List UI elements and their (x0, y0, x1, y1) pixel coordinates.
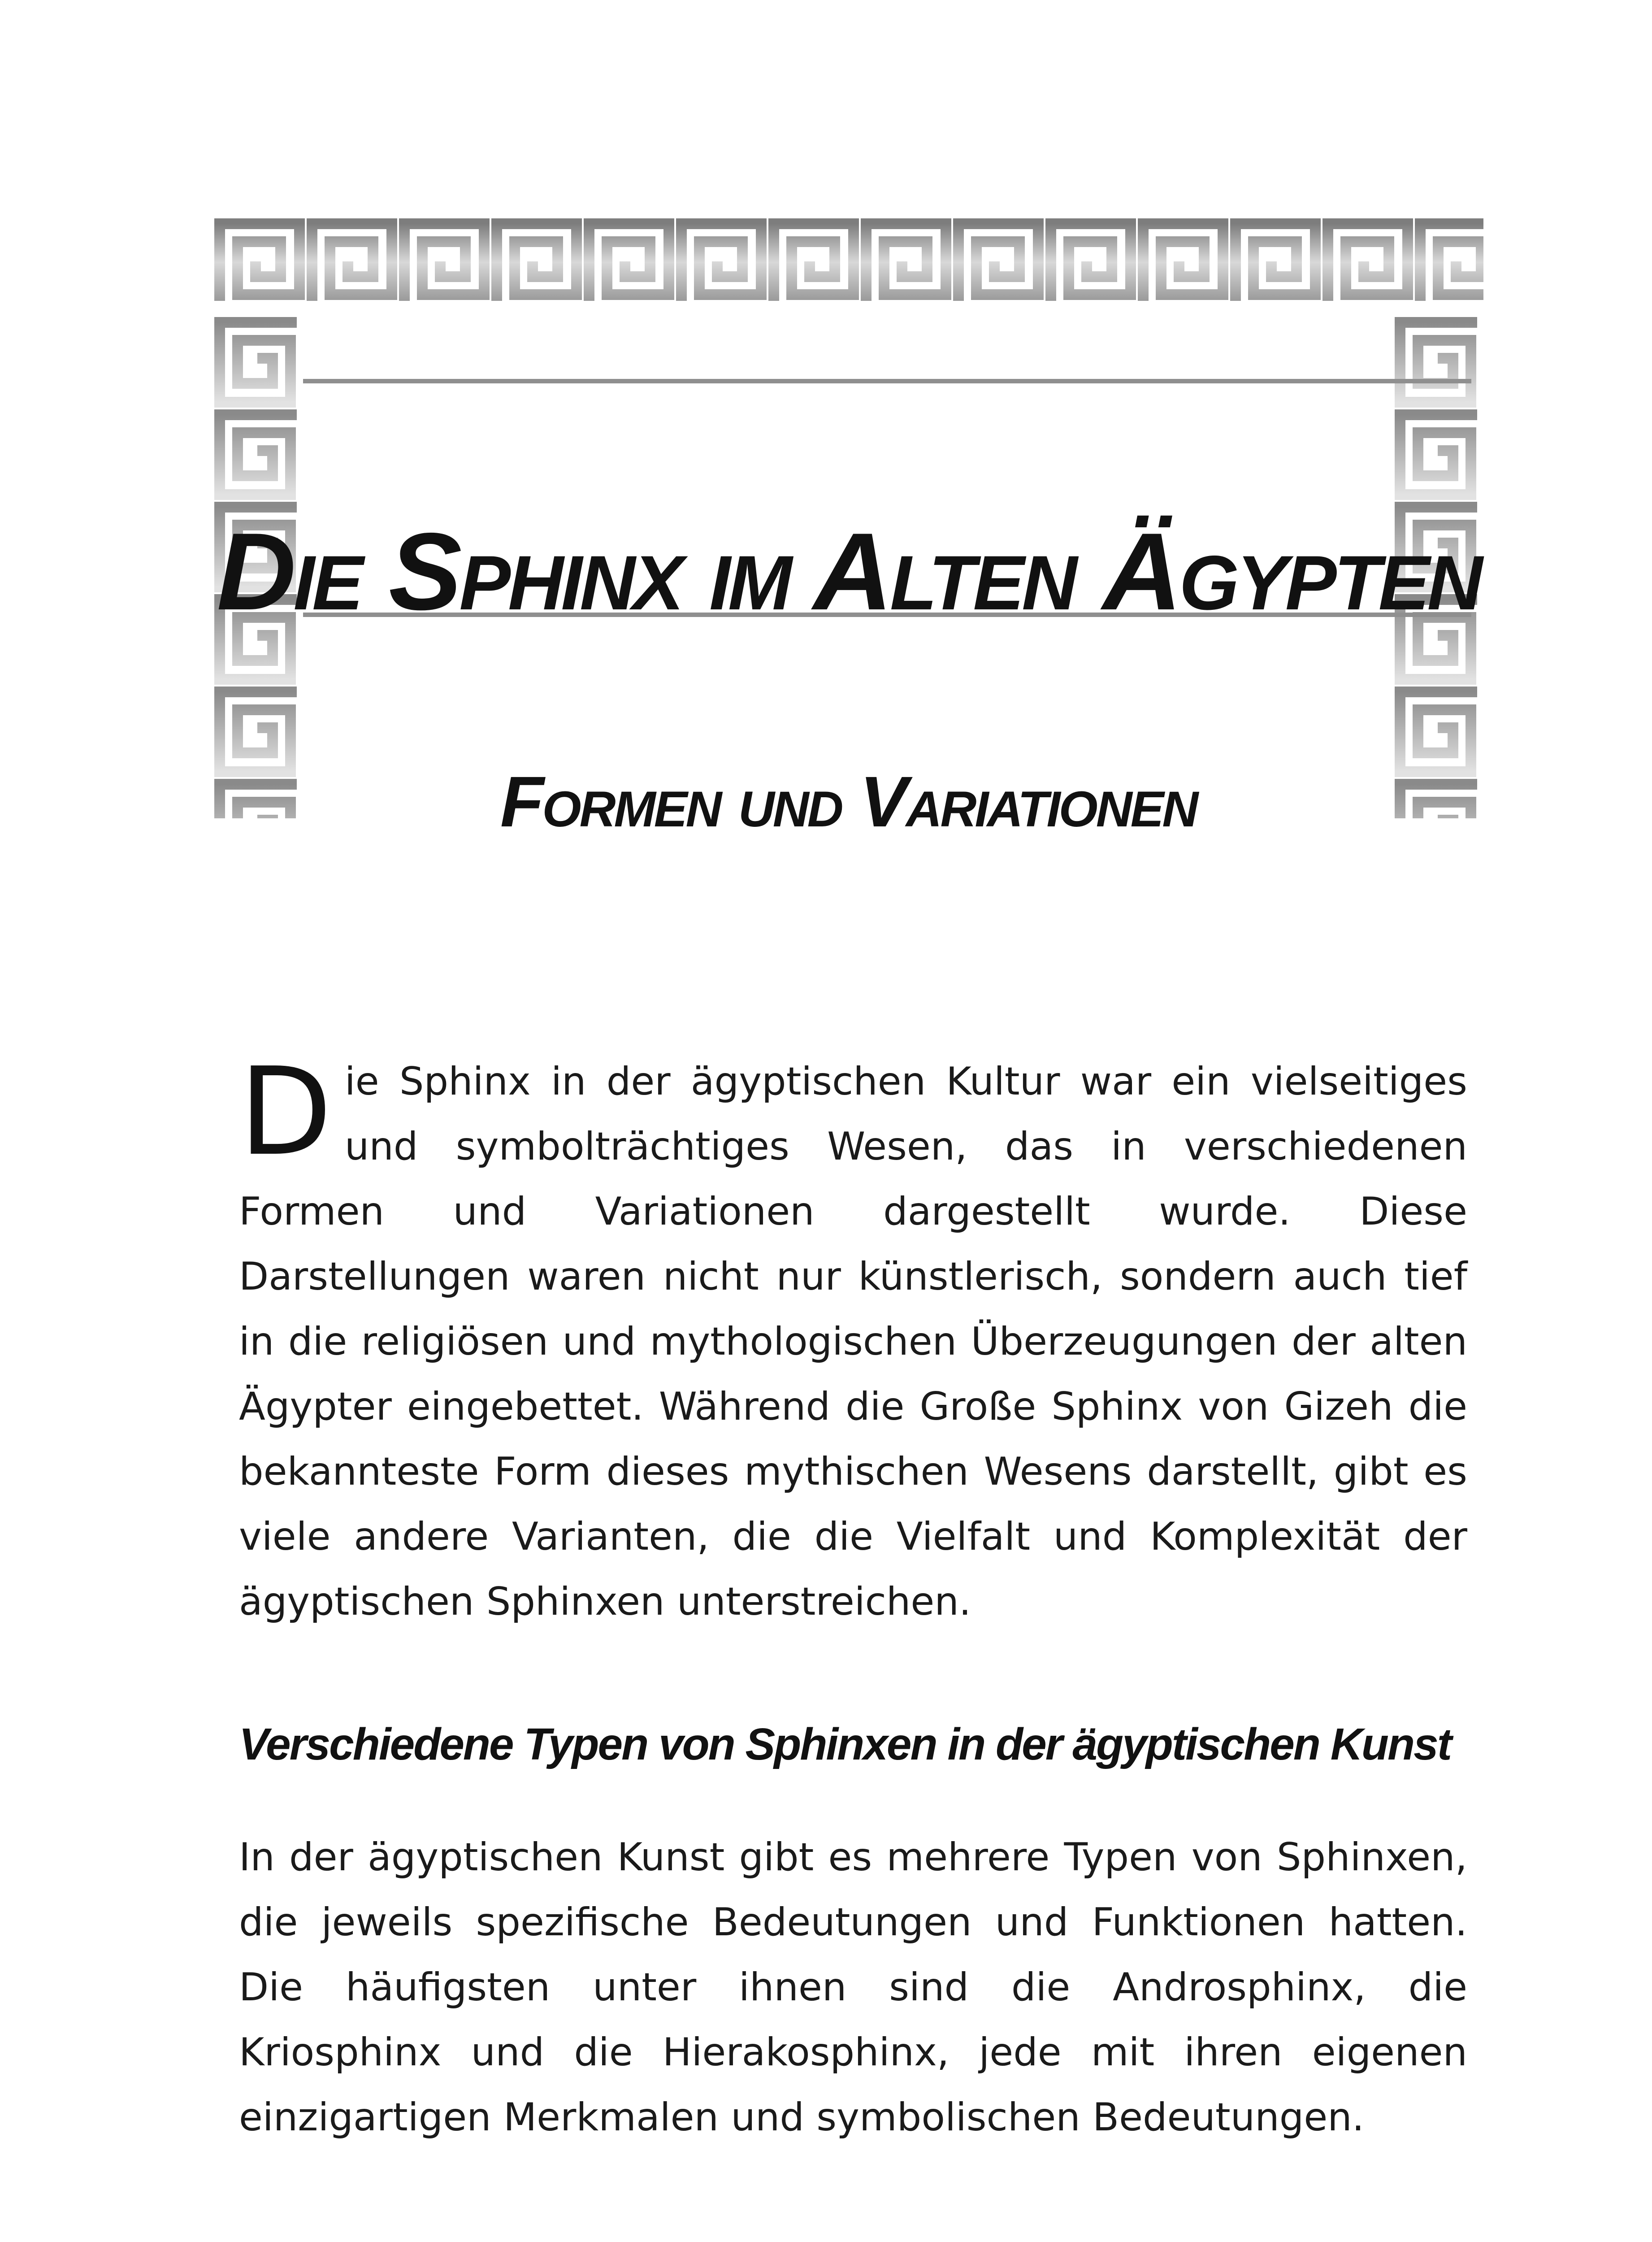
intro-paragraph (239, 1041, 1467, 1634)
chapter-title-frame (0, 0, 1652, 852)
section-paragraph: In der ägyptischen Kunst gibt es mehrere Typen von Sphinxen, die jeweils spezifische Bedeutungen und Funktionen hatten. Die häufigsten unter ihnen sind die Androsphinx, die Kriosphinx und die Hierakosphinx, jede mit ihren eigenen einzigartigen Merkmalen und symbolischen Bedeutungen. (239, 1835, 1467, 2140)
greek-key-border-top (213, 217, 1483, 307)
intro-text: ie Sphinx in der ägyptischen Kultur war ein vielseitiges und symbolträchtiges Wesen, das in verschiedenen Formen und Variationen dargestellt wurde. Diese Darstellungen waren nicht nur künstlerisch, sondern auch tief in die religiösen und mythologischen Überzeugungen der alten Ägypter eingebettet. Während die Große Sphinx von Gizeh die bekannteste Form dieses mythischen Wesens darstellt, gibt es viele andere Varianten, die die Vielfalt und Komplexität der ägyptischen Sphinxen unterstreichen. (239, 1059, 1467, 1624)
chapter-subtitle: Formen und Variationen (500, 761, 1197, 842)
title-rule-top (303, 379, 1471, 383)
section-heading: Verschiedene Typen von Sphinxen in der ägyptischen Kunst (239, 1719, 1451, 1769)
chapter-title: Die Sphinx im Alten Ägypten (217, 510, 1480, 633)
drop-cap: D (239, 1041, 332, 1182)
